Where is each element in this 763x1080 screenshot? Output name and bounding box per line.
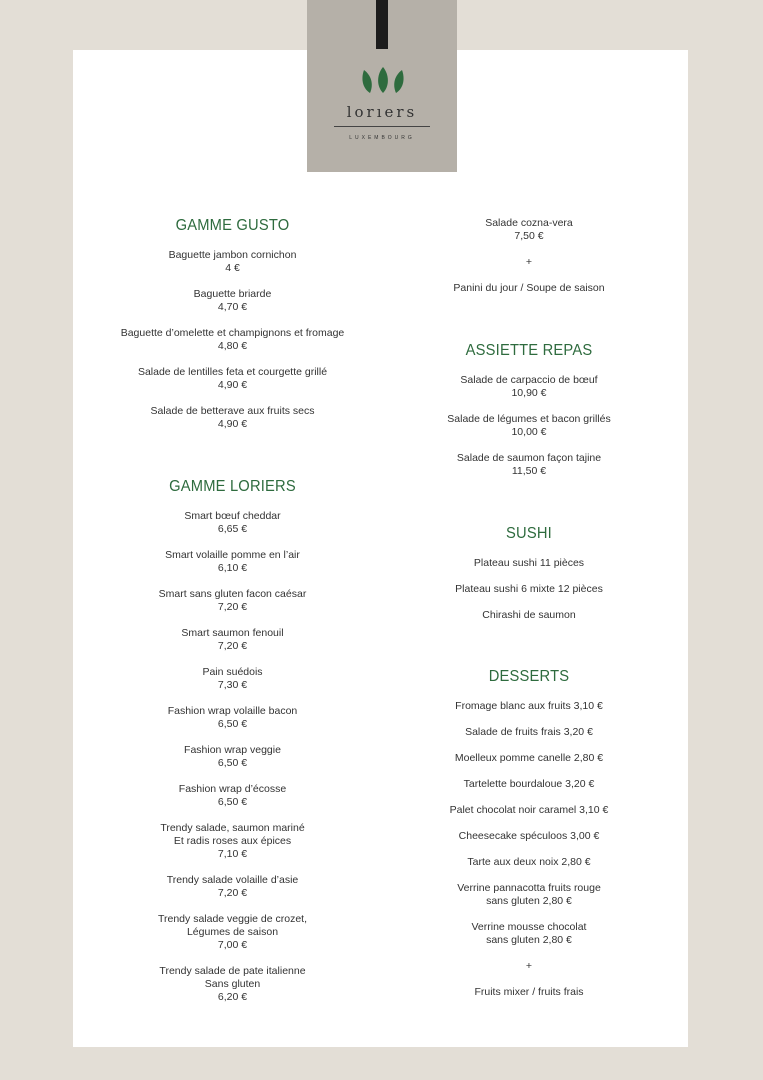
menu-item: Smart volaille pomme en l’air 6,10 € xyxy=(165,549,300,574)
logo-bar xyxy=(376,0,388,49)
section-gamme-loriers xyxy=(100,478,365,1004)
menu-item: Palet chocolat noir caramel 3,10 € xyxy=(449,804,609,816)
menu-item: Salade de légumes et bacon grillés 10,00 € xyxy=(447,413,611,438)
menu-item: Fashion wrap volaille bacon 6,50 € xyxy=(167,705,298,730)
section-desserts xyxy=(395,668,663,999)
menu-item: Fashion wrap veggie 6,50 € xyxy=(184,744,281,769)
menu-item: Trendy salade veggie de crozet, Légumes de saison 7,00 € xyxy=(157,913,308,951)
menu-item: Plateau sushi 6 mixte 12 pièces xyxy=(455,583,603,595)
section-title: SUSHI xyxy=(506,525,552,542)
leaves-icon xyxy=(360,66,406,94)
section-salade-panini xyxy=(395,217,663,295)
menu-item: Trendy salade de pate italienne Sans gluten 6,20 € xyxy=(159,965,306,1003)
menu-item: Pain suédois 7,30 € xyxy=(202,666,263,691)
menu-item: Tartelette bourdaloue 3,20 € xyxy=(463,778,595,790)
menu-item: Baguette d’omelette et champignons et fromage 4,80 € xyxy=(120,327,345,352)
menu-item: Salade cozna-vera 7,50 € xyxy=(485,217,573,242)
menu-item: Baguette briarde 4,70 € xyxy=(193,288,272,313)
menu-item: Smart saumon fenouil 7,20 € xyxy=(181,627,284,652)
menu-item: Verrine mousse chocolat sans gluten 2,80 € xyxy=(471,921,587,946)
menu-item: Plateau sushi 11 pièces xyxy=(473,557,585,569)
menu-item: Smart sans gluten facon caésar 7,20 € xyxy=(158,588,307,613)
logo-block xyxy=(307,0,457,172)
plus-separator: + xyxy=(525,256,533,268)
menu-item: Moelleux pomme canelle 2,80 € xyxy=(454,752,604,764)
section-assiette-repas xyxy=(395,342,663,478)
section-sushi xyxy=(395,525,663,622)
brand-divider xyxy=(334,126,430,127)
menu-item: Salade de lentilles feta et courgette grillé 4,90 € xyxy=(137,366,328,391)
menu-item: Chirashi de saumon xyxy=(482,609,576,621)
menu-item: Cheesecake spéculoos 3,00 € xyxy=(458,830,600,842)
menu-item: Smart bœuf cheddar 6,65 € xyxy=(184,510,281,535)
menu-item: Salade de betterave aux fruits secs 4,90 € xyxy=(150,405,315,430)
section-title: ASSIETTE REPAS xyxy=(465,342,593,359)
menu-item: Fruits mixer / fruits frais xyxy=(474,986,584,998)
menu-item: Salade de carpaccio de bœuf 10,90 € xyxy=(460,374,598,399)
section-gamme-gusto xyxy=(100,217,365,431)
menu-item: Trendy salade volaille d’asie 7,20 € xyxy=(166,874,299,899)
menu-item: Salade de saumon façon tajine 11,50 € xyxy=(456,452,602,477)
brand-name: lorıers xyxy=(346,103,418,121)
menu-item: Fashion wrap d’écosse 6,50 € xyxy=(178,783,287,808)
plus-separator: + xyxy=(525,960,533,972)
menu-item: Salade de fruits frais 3,20 € xyxy=(465,726,593,738)
menu-item: Fromage blanc aux fruits 3,10 € xyxy=(455,700,603,712)
menu-item: Trendy salade, saumon mariné Et radis roses aux épices 7,10 € xyxy=(160,822,305,860)
menu-item: Baguette jambon cornichon 4 € xyxy=(168,249,297,274)
section-title: GAMME LORIERS xyxy=(169,478,296,495)
brand-location: LUXEMBOURG xyxy=(349,135,415,141)
menu-item: Panini du jour / Soupe de saison xyxy=(453,282,605,294)
section-title: DESSERTS xyxy=(488,668,570,685)
menu-item: Verrine pannacotta fruits rouge sans gluten 2,80 € xyxy=(457,882,601,907)
section-title: GAMME GUSTO xyxy=(175,217,290,234)
menu-item: Tarte aux deux noix 2,80 € xyxy=(467,856,591,868)
